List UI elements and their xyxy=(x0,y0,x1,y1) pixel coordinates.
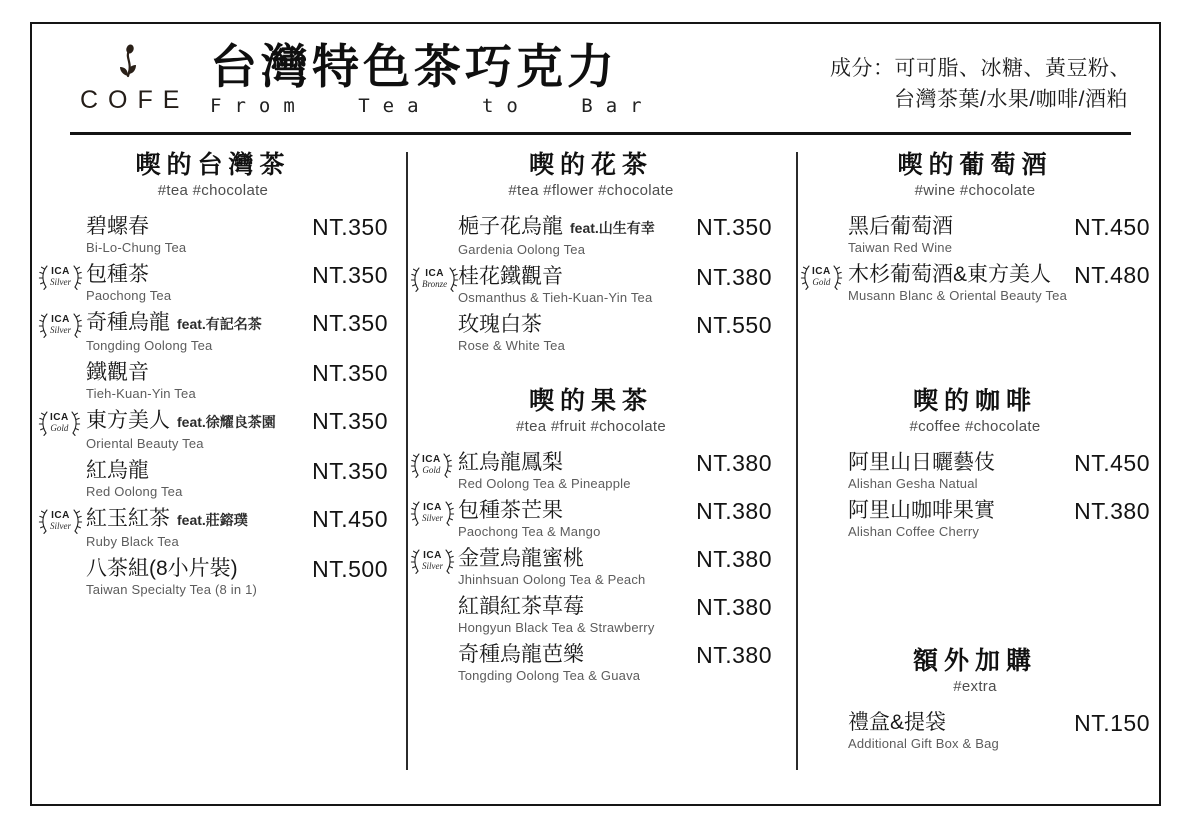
laurel-right-icon xyxy=(72,312,83,338)
laurel-left-icon xyxy=(410,548,421,574)
badge-tier: Silver xyxy=(50,325,71,335)
item-name: 禮盒&提袋 xyxy=(848,711,947,734)
item-feat-note: feat.徐耀良茶園 xyxy=(177,414,276,430)
section-title: 喫的咖啡 xyxy=(912,387,1037,415)
item-subname: Hongyun Black Tea & Strawberry xyxy=(458,620,655,635)
section-items xyxy=(410,213,772,354)
laurel-right-icon xyxy=(448,266,459,292)
award-badge xyxy=(38,410,81,436)
laurel-left-icon xyxy=(38,410,49,436)
badge-slot xyxy=(38,359,86,388)
section-hashtags: #coffee #chocolate xyxy=(909,418,1041,435)
item-subname: Tongding Oolong Tea & Guava xyxy=(458,668,641,683)
badge-slot xyxy=(410,497,458,526)
item-subname: Oriental Beauty Tea xyxy=(86,436,204,451)
item-name: 八茶組(8小片裝) xyxy=(86,557,238,580)
award-badge xyxy=(410,548,455,574)
item-subname: Paochong Tea & Mango xyxy=(458,524,601,539)
item-name: 阿里山咖啡果實 xyxy=(848,499,995,522)
item-name: 梔子花烏龍 xyxy=(458,215,563,238)
section-items xyxy=(800,213,1150,304)
badge-slot xyxy=(410,449,458,478)
item-subname: Taiwan Specialty Tea (8 in 1) xyxy=(86,582,258,597)
badge-slot xyxy=(410,311,458,340)
badge-ica-label: ICA xyxy=(425,268,444,279)
item-subname: Additional Gift Box & Bag xyxy=(848,736,999,751)
item-name: 紅烏龍鳳梨 xyxy=(458,451,563,474)
item-name: 金萱烏龍蜜桃 xyxy=(458,547,584,570)
menu-item-row xyxy=(38,261,388,304)
item-price: NT.450 xyxy=(1074,214,1150,240)
laurel-left-icon xyxy=(410,500,421,526)
item-subname: Tongding Oolong Tea xyxy=(86,338,213,353)
laurel-left-icon xyxy=(38,508,49,534)
laurel-right-icon xyxy=(70,410,81,436)
section-title: 喫的台灣茶 xyxy=(135,151,291,179)
section-hashtags: #tea #chocolate xyxy=(157,182,269,199)
menu-section xyxy=(800,386,1150,540)
badge-tier: Gold xyxy=(50,423,69,433)
section-title: 喫的花茶 xyxy=(528,151,653,179)
menu-item-row xyxy=(800,449,1150,492)
menu-item-row xyxy=(800,497,1150,540)
badge-slot xyxy=(38,261,86,290)
menu-column-1 xyxy=(38,150,388,603)
item-subname: Red Oolong Tea & Pineapple xyxy=(458,476,631,491)
item-price: NT.350 xyxy=(312,458,388,484)
badge-slot xyxy=(38,555,86,584)
item-price: NT.350 xyxy=(696,214,772,240)
badge-slot xyxy=(800,261,848,290)
badge-slot xyxy=(410,593,458,622)
ingredients-line-2: 台灣茶葉/水果/咖啡/酒粕 xyxy=(894,88,1129,111)
item-price: NT.350 xyxy=(312,262,388,288)
section-items xyxy=(410,449,772,684)
laurel-left-icon xyxy=(410,452,421,478)
column-divider-1 xyxy=(406,152,408,770)
award-badge xyxy=(38,312,83,338)
item-name: 桂花鐵觀音 xyxy=(458,265,563,288)
badge-tier: Gold xyxy=(422,465,441,475)
section-items xyxy=(800,449,1150,540)
menu-item-row xyxy=(800,709,1150,752)
badge-tier: Bronze xyxy=(422,279,448,289)
badge-ica-label: ICA xyxy=(51,314,70,325)
badge-ica-label: ICA xyxy=(812,266,831,277)
header xyxy=(70,42,1131,117)
laurel-left-icon xyxy=(410,266,421,292)
laurel-left-icon xyxy=(800,264,811,290)
item-subname: Osmanthus & Tieh-Kuan-Yin Tea xyxy=(458,290,653,305)
menu-item-row xyxy=(38,457,388,500)
item-feat-note: feat.莊鎔璞 xyxy=(177,512,248,528)
item-subname: Bi-Lo-Chung Tea xyxy=(86,240,187,255)
item-name: 東方美人 xyxy=(86,409,170,432)
item-name: 紅玉紅茶 xyxy=(86,507,170,530)
badge-ica-label: ICA xyxy=(50,412,69,423)
badge-tier: Silver xyxy=(422,561,443,571)
item-name: 鐵觀音 xyxy=(86,361,149,384)
laurel-left-icon xyxy=(38,312,49,338)
menu-item-row xyxy=(38,555,388,598)
badge-slot xyxy=(38,309,86,338)
badge-ica-label: ICA xyxy=(423,550,442,561)
menu-item-row xyxy=(410,311,772,354)
menu-column-2 xyxy=(410,150,772,689)
item-price: NT.380 xyxy=(696,594,772,620)
item-price: NT.450 xyxy=(312,506,388,532)
item-subname: Paochong Tea xyxy=(86,288,172,303)
section-hashtags: #tea #fruit #chocolate xyxy=(515,418,667,435)
item-name: 碧螺春 xyxy=(86,215,149,238)
section-hashtags: #tea #flower #chocolate xyxy=(508,182,674,199)
page-subtitle: From Tea to Bar xyxy=(210,95,655,117)
item-feat-note: feat.有記名茶 xyxy=(177,316,262,332)
item-subname: Alishan Gesha Natual xyxy=(848,476,978,491)
menu-section xyxy=(800,646,1150,752)
section-items xyxy=(800,709,1150,752)
column-divider-2 xyxy=(796,152,798,770)
badge-slot xyxy=(38,457,86,486)
item-price: NT.480 xyxy=(1074,262,1150,288)
item-name: 黑后葡萄酒 xyxy=(848,215,953,238)
badge-tier: Silver xyxy=(50,521,71,531)
header-divider xyxy=(70,132,1131,135)
item-name: 紅韻紅茶草莓 xyxy=(458,595,584,618)
menu-item-row xyxy=(410,545,772,588)
item-price: NT.380 xyxy=(696,546,772,572)
laurel-right-icon xyxy=(72,508,83,534)
menu-item-row xyxy=(38,359,388,402)
item-price: NT.150 xyxy=(1074,710,1150,736)
laurel-right-icon xyxy=(444,500,455,526)
badge-slot xyxy=(410,213,458,242)
item-price: NT.450 xyxy=(1074,450,1150,476)
item-price: NT.350 xyxy=(312,310,388,336)
coffee-sprout-icon xyxy=(115,44,143,84)
award-badge xyxy=(410,452,453,478)
item-subname: Alishan Coffee Cherry xyxy=(848,524,980,539)
menu-section xyxy=(38,150,388,598)
item-subname: Ruby Black Tea xyxy=(86,534,179,549)
menu-item-row xyxy=(410,593,772,636)
menu-section xyxy=(410,386,772,684)
item-price: NT.380 xyxy=(696,264,772,290)
laurel-right-icon xyxy=(832,264,843,290)
menu-item-row xyxy=(410,449,772,492)
section-hashtags: #extra xyxy=(953,678,997,695)
badge-slot xyxy=(410,263,458,292)
award-badge xyxy=(800,264,843,290)
badge-slot xyxy=(38,407,86,436)
item-name: 包種茶芒果 xyxy=(458,499,563,522)
badge-slot xyxy=(38,505,86,534)
menu-item-row xyxy=(38,309,388,354)
item-subname: Gardenia Oolong Tea xyxy=(458,242,586,257)
brand-logo xyxy=(70,44,188,117)
item-subname: Red Oolong Tea xyxy=(86,484,183,499)
menu-item-row xyxy=(38,505,388,550)
badge-ica-label: ICA xyxy=(51,266,70,277)
badge-slot xyxy=(800,449,848,478)
menu-item-row xyxy=(800,213,1150,256)
laurel-right-icon xyxy=(444,548,455,574)
item-price: NT.350 xyxy=(312,360,388,386)
award-badge xyxy=(38,264,83,290)
item-price: NT.550 xyxy=(696,312,772,338)
section-items xyxy=(38,213,388,598)
menu-item-row xyxy=(410,213,772,258)
award-badge xyxy=(410,266,459,292)
item-price: NT.350 xyxy=(312,408,388,434)
ingredients-line-1: 成分：可可脂、冰糖、黃豆粉、 xyxy=(830,57,1131,80)
item-price: NT.380 xyxy=(696,642,772,668)
item-feat-note: feat.山生有幸 xyxy=(570,220,655,236)
section-title: 額外加購 xyxy=(912,647,1037,675)
laurel-left-icon xyxy=(38,264,49,290)
award-badge xyxy=(410,500,455,526)
item-name: 奇種烏龍芭樂 xyxy=(458,643,584,666)
item-name: 木杉葡萄酒&東方美人 xyxy=(848,263,1052,286)
section-title: 喫的葡萄酒 xyxy=(897,151,1053,179)
badge-tier: Gold xyxy=(812,277,831,287)
badge-slot xyxy=(410,545,458,574)
section-title: 喫的果茶 xyxy=(528,387,653,415)
section-hashtags: #wine #chocolate xyxy=(914,182,1036,199)
item-name: 奇種烏龍 xyxy=(86,311,170,334)
laurel-right-icon xyxy=(72,264,83,290)
laurel-right-icon xyxy=(442,452,453,478)
badge-slot xyxy=(410,641,458,670)
menu-section xyxy=(800,150,1150,304)
menu-item-row xyxy=(410,641,772,684)
menu-item-row xyxy=(410,263,772,306)
page-title: 台灣特色茶巧克力 xyxy=(210,40,618,93)
item-price: NT.350 xyxy=(312,214,388,240)
item-name: 紅烏龍 xyxy=(86,459,149,482)
menu-column-3 xyxy=(800,150,1150,757)
item-subname: Musann Blanc & Oriental Beauty Tea xyxy=(848,288,1068,303)
menu-item-row xyxy=(38,407,388,452)
badge-tier: Silver xyxy=(50,277,71,287)
item-price: NT.380 xyxy=(1074,498,1150,524)
item-subname: Taiwan Red Wine xyxy=(848,240,953,255)
badge-ica-label: ICA xyxy=(422,454,441,465)
badge-slot xyxy=(800,213,848,242)
item-name: 阿里山日曬藝伎 xyxy=(848,451,995,474)
menu-board xyxy=(30,22,1161,806)
badge-slot xyxy=(800,709,848,738)
menu-item-row xyxy=(38,213,388,256)
badge-tier: Silver xyxy=(422,513,443,523)
badge-ica-label: ICA xyxy=(423,502,442,513)
item-subname: Rose & White Tea xyxy=(458,338,566,353)
ingredients-note xyxy=(830,53,1131,117)
item-price: NT.380 xyxy=(696,498,772,524)
award-badge xyxy=(38,508,83,534)
badge-slot xyxy=(800,497,848,526)
item-name: 包種茶 xyxy=(86,263,149,286)
item-price: NT.380 xyxy=(696,450,772,476)
item-name: 玫瑰白茶 xyxy=(458,313,542,336)
item-subname: Tieh-Kuan-Yin Tea xyxy=(86,386,196,401)
badge-ica-label: ICA xyxy=(51,510,70,521)
menu-item-row xyxy=(800,261,1150,304)
badge-slot xyxy=(38,213,86,242)
brand-name: COFE xyxy=(80,86,190,114)
menu-item-row xyxy=(410,497,772,540)
menu-section xyxy=(410,150,772,354)
item-subname: Jhinhsuan Oolong Tea & Peach xyxy=(458,572,646,587)
item-price: NT.500 xyxy=(312,556,388,582)
